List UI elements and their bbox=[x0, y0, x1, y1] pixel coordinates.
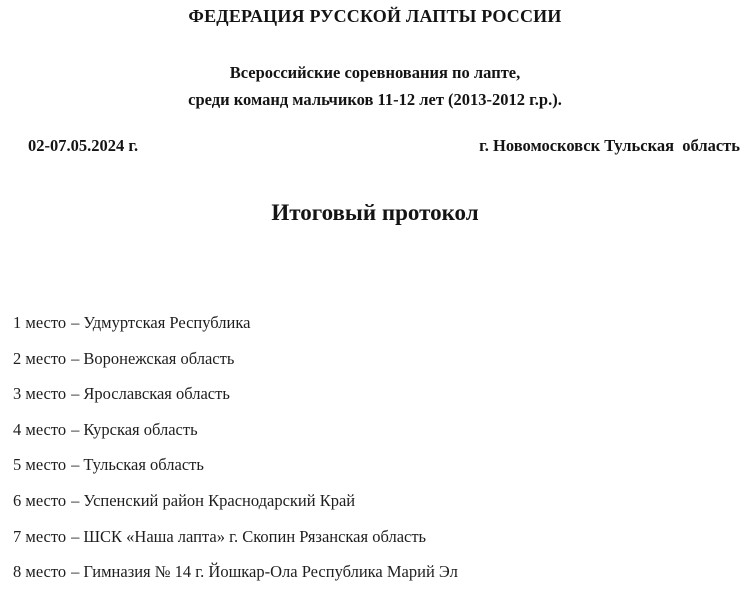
result-place: 6 место bbox=[13, 490, 67, 510]
result-team: Успенский район Краснодарский Край bbox=[83, 490, 356, 510]
result-team: Гимназия № 14 г. Йошкар-Ола Республика Марий Эл bbox=[83, 562, 458, 582]
result-team: ШСК «Наша лапта» г. Скопин Рязанская область bbox=[83, 526, 427, 546]
result-item bbox=[13, 417, 458, 453]
result-team: Курская область bbox=[83, 419, 198, 439]
result-dash: – bbox=[71, 490, 80, 510]
result-place: 3 место bbox=[13, 384, 67, 404]
competition-subtitle bbox=[0, 59, 750, 113]
result-dash: – bbox=[71, 313, 80, 332]
result-item bbox=[13, 452, 458, 488]
result-item bbox=[13, 559, 458, 595]
result-place: 7 место bbox=[13, 526, 67, 546]
results-list bbox=[13, 310, 458, 595]
result-dash: – bbox=[71, 384, 80, 404]
result-place: 8 место bbox=[13, 562, 67, 582]
result-item bbox=[13, 346, 458, 382]
result-item bbox=[13, 381, 458, 417]
result-team: Воронежская область bbox=[83, 348, 235, 368]
result-place: 5 место bbox=[13, 455, 67, 475]
result-item bbox=[13, 488, 458, 524]
protocol-title: Итоговый протокол bbox=[271, 200, 479, 225]
result-place: 4 место bbox=[13, 419, 67, 439]
organization-title: ФЕДЕРАЦИЯ РУССКОЙ ЛАПТЫ РОССИИ bbox=[188, 6, 562, 26]
result-team: Удмуртская Республика bbox=[83, 313, 251, 332]
subtitle-line-2: среди команд мальчиков 11-12 лет (2013-2012 г.р.). bbox=[188, 90, 562, 109]
result-place: 1 место bbox=[13, 313, 67, 332]
competition-date: 02-07.05.2024 г. bbox=[28, 136, 139, 155]
competition-location: г. Новомосковск Тульская область bbox=[479, 136, 740, 155]
subtitle-line-1: Всероссийские соревнования по лапте, bbox=[229, 63, 521, 82]
result-dash: – bbox=[71, 419, 80, 439]
result-dash: – bbox=[71, 455, 80, 475]
result-team: Тульская область bbox=[83, 455, 204, 475]
result-dash: – bbox=[71, 348, 80, 368]
result-place: 2 место bbox=[13, 348, 67, 368]
result-team: Ярославская область bbox=[83, 384, 230, 404]
result-dash: – bbox=[71, 562, 80, 582]
result-dash: – bbox=[71, 526, 80, 546]
result-item bbox=[13, 310, 458, 346]
result-item bbox=[13, 524, 458, 560]
